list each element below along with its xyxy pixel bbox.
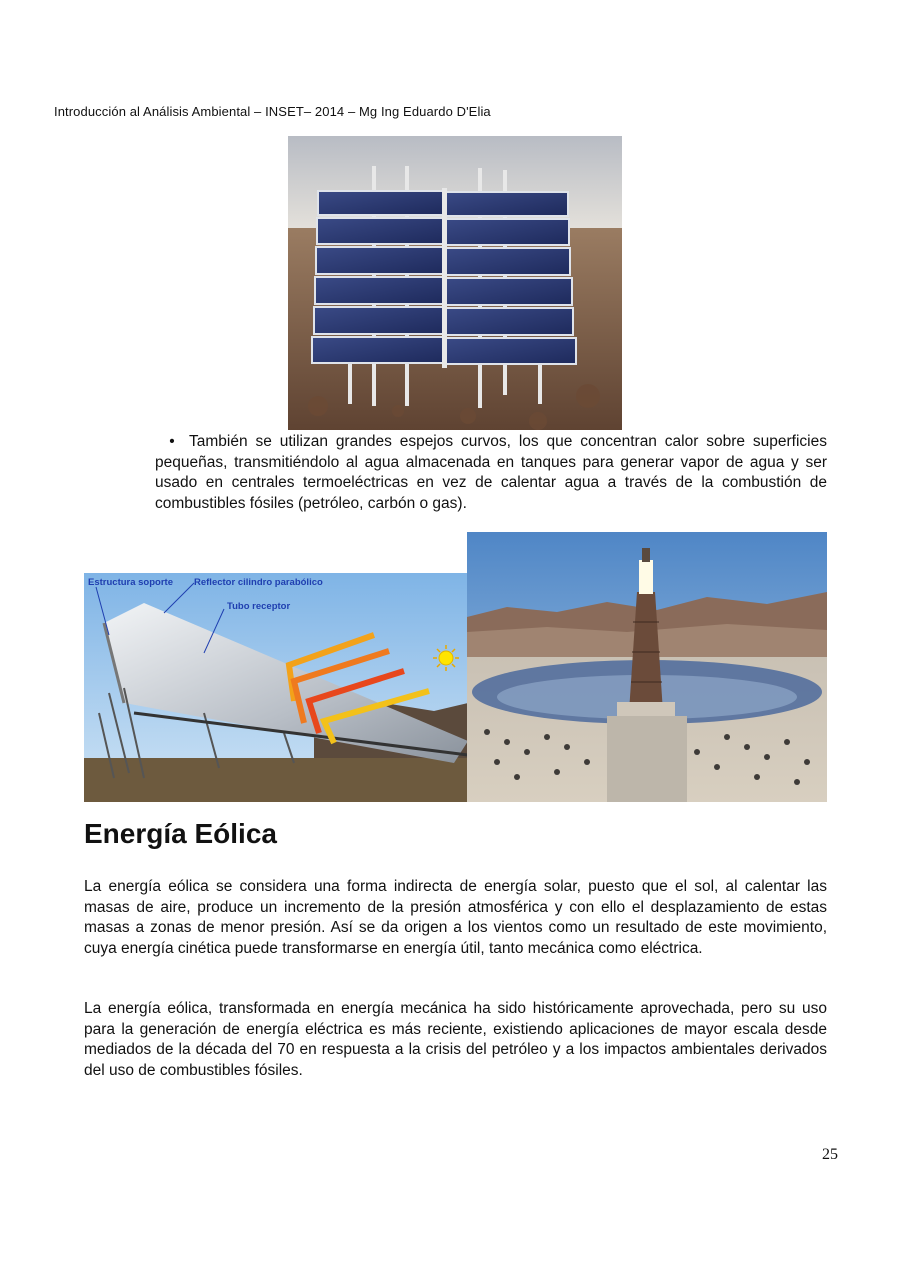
bullet-marker: •: [169, 433, 175, 450]
paragraph-2: La energía eólica, transformada en energía mecánica ha sido históricamente aprovechada, pero su uso para la generación de energía eléctrica es más reciente, existiendo aplicaciones de mayor escala desde mediados de la década del 70 en respuesta a la crisis del petróleo y a los impactos ambientales derivados del uso de combustibles fósiles.: [84, 1000, 827, 1079]
paragraph-1: La energía eólica se considera una forma indirecta de energía solar, puesto que el sol, al calentar las masas de aire, produce un incremento de la presión atmosférica y con ello el desplazamiento de estas masas a zonas de menor presión. Así se da origen a los vientos como un resultado de este movimiento, cuya energía cinética puede transformarse en energía útil, tanto mecánica como eléctrica.: [84, 878, 827, 957]
bullet-text: También se utilizan grandes espejos curvos, los que concentran calor sobre superficies pequeñas, transmitiéndolo al agua almacenada en tanques para generar vapor de agua y ser usado en centrales termoeléctricas en vez de calentar agua a través de la combustión de combustibles fósiles (petróleo, carbón o gas).: [155, 433, 827, 512]
solar-tower-photo: [467, 532, 827, 802]
label-support: Estructura soporte: [88, 577, 173, 588]
section-title: Energía Eólica: [84, 818, 277, 849]
parabolic-trough-photo: [84, 573, 468, 802]
label-tube: Tubo receptor: [227, 601, 291, 612]
page-number: 25: [822, 1146, 838, 1163]
label-reflector: Reflector cilindro parabólico: [194, 577, 323, 588]
page-header: Introducción al Análisis Ambiental – INSET– 2014 – Mg Ing Eduardo D'Elia: [54, 104, 491, 119]
solar-panel-photo: [288, 136, 622, 430]
bullet-paragraph: [155, 432, 827, 514]
